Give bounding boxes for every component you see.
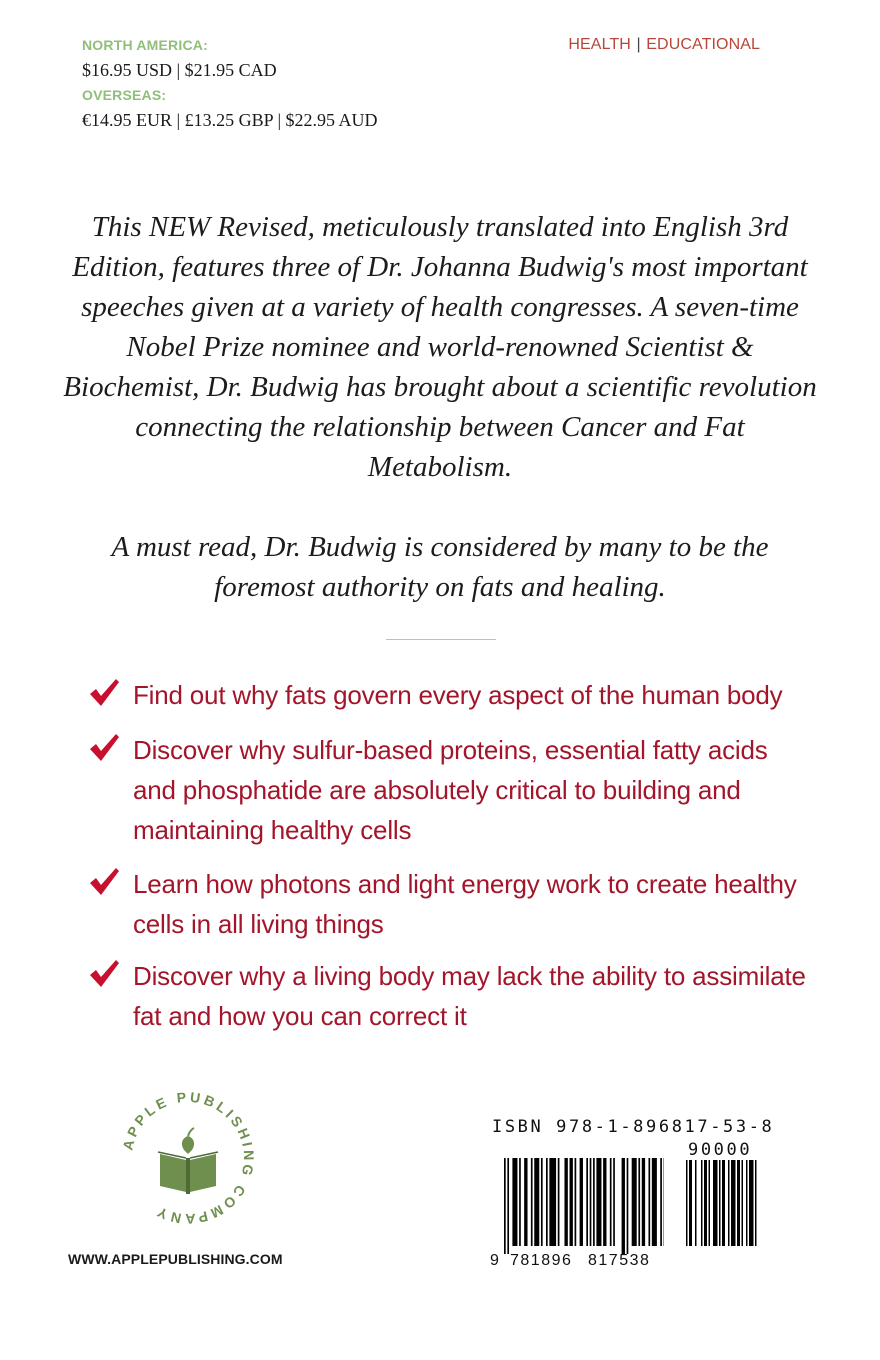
barcode-digit-group-1: 781896 bbox=[510, 1252, 573, 1269]
bullet-item bbox=[88, 730, 808, 850]
barcode-bar bbox=[603, 1158, 606, 1246]
bullet-item bbox=[88, 864, 808, 944]
barcode-bar bbox=[512, 1158, 517, 1246]
category-secondary: EDUCATIONAL bbox=[646, 36, 760, 53]
barcode-bar bbox=[549, 1158, 556, 1246]
checkmark-icon bbox=[88, 732, 120, 764]
category-label bbox=[568, 36, 760, 54]
isbn-text: ISBN 978-1-896817-53-8 bbox=[492, 1117, 775, 1137]
barcode-bar bbox=[590, 1158, 592, 1246]
barcode-bar bbox=[722, 1160, 725, 1246]
isbn-barcode bbox=[504, 1158, 664, 1254]
barcode-bar bbox=[632, 1158, 637, 1246]
barcode-bar bbox=[531, 1158, 533, 1246]
barcode-bar bbox=[755, 1160, 757, 1246]
north-america-price: $16.95 USD | $21.95 CAD bbox=[82, 60, 277, 80]
apple-publishing-logo bbox=[118, 1088, 258, 1228]
barcode-bar bbox=[713, 1160, 718, 1246]
checkmark-icon bbox=[88, 866, 120, 898]
overseas-price: €14.95 EUR | £13.25 GBP | $22.95 AUD bbox=[82, 110, 378, 130]
barcode-bar bbox=[593, 1158, 595, 1246]
barcode-bar bbox=[737, 1160, 740, 1246]
barcode-bar bbox=[627, 1158, 629, 1254]
barcode-bar bbox=[731, 1160, 736, 1246]
bullet-item bbox=[88, 956, 808, 1036]
north-america-label: NORTH AMERICA: bbox=[82, 37, 208, 53]
book-icon bbox=[158, 1128, 218, 1194]
barcode-bar bbox=[596, 1158, 601, 1246]
barcode-bar bbox=[638, 1158, 640, 1246]
barcode-bar bbox=[746, 1160, 748, 1246]
barcode-bar bbox=[652, 1158, 657, 1246]
bullet-text: Discover why a living body may lack the ability to assimilate fat and how you can correct it bbox=[133, 961, 806, 1031]
price-code: 90000 bbox=[688, 1140, 753, 1160]
barcode-bar bbox=[709, 1160, 711, 1246]
barcode-bar bbox=[613, 1158, 615, 1246]
barcode-bar bbox=[580, 1158, 583, 1246]
svg-text:APPLE PUBLISHING COMPANY: APPLE PUBLISHING COMPANY bbox=[119, 1088, 258, 1228]
barcode-bar bbox=[519, 1158, 521, 1246]
barcode-bar bbox=[704, 1160, 707, 1246]
bullet-text: Learn how photons and light energy work to create healthy cells in all living things bbox=[133, 869, 797, 939]
barcode-digits bbox=[490, 1252, 670, 1272]
barcode-bar bbox=[701, 1160, 703, 1246]
barcode-bar bbox=[689, 1160, 692, 1246]
barcode-bar bbox=[742, 1160, 744, 1246]
bullet-text: Find out why fats govern every aspect of the human body bbox=[133, 680, 783, 710]
barcode-digit-first: 9 bbox=[490, 1252, 499, 1269]
barcode-bar bbox=[564, 1158, 567, 1246]
barcode-bar bbox=[610, 1158, 612, 1246]
barcode-digit-group-2: 817538 bbox=[588, 1252, 651, 1269]
barcode-bar bbox=[642, 1158, 645, 1246]
barcode-bar bbox=[648, 1158, 650, 1246]
barcode-bar bbox=[546, 1158, 548, 1246]
bullet-text: Discover why sulfur-based proteins, essential fatty acids and phosphatide are absolutely critical to building and maintaining healthy cells bbox=[133, 735, 768, 845]
checkmark-icon bbox=[88, 958, 120, 990]
barcode-bar bbox=[749, 1160, 754, 1246]
barcode-bar bbox=[622, 1158, 625, 1254]
price-barcode bbox=[686, 1160, 758, 1254]
barcode-bar bbox=[504, 1158, 506, 1254]
category-separator: | bbox=[636, 36, 641, 53]
barcode-bar bbox=[728, 1160, 730, 1246]
barcode-bar bbox=[507, 1158, 509, 1254]
section-divider bbox=[386, 639, 496, 640]
barcode-bar bbox=[660, 1158, 662, 1246]
intro-paragraph-2: A must read, Dr. Budwig is considered by many to be the foremost authority on fats and healing. bbox=[111, 531, 769, 603]
overseas-label: OVERSEAS: bbox=[82, 87, 167, 103]
checkmark-icon bbox=[88, 677, 120, 709]
bullet-item bbox=[88, 675, 808, 715]
barcode-bar bbox=[541, 1158, 543, 1246]
barcode-bar bbox=[719, 1160, 721, 1246]
barcode-bar bbox=[686, 1160, 688, 1246]
barcode-bar bbox=[695, 1160, 697, 1246]
barcode-bar bbox=[534, 1158, 539, 1246]
intro-paragraph-1: This NEW Revised, meticulously translated into English 3rd Edition, features three of Dr. Johanna Budwig's most important speeches given at a variety of health congresses. A seven-time Nobel Prize nominee and world-renowned Scientist & Biochemist, Dr. Budwig has brought about a scientific revolution connecting the relationship between Cancer and Fat Metabolism. bbox=[63, 211, 817, 483]
barcode-bar bbox=[575, 1158, 577, 1246]
barcode-bar bbox=[586, 1158, 588, 1246]
barcode-bar bbox=[524, 1158, 527, 1246]
publisher-website: WWW.APPLEPUBLISHING.COM bbox=[68, 1251, 283, 1267]
barcode-bar bbox=[570, 1158, 573, 1246]
category-primary: HEALTH bbox=[568, 36, 631, 53]
barcode-bar bbox=[558, 1158, 560, 1246]
